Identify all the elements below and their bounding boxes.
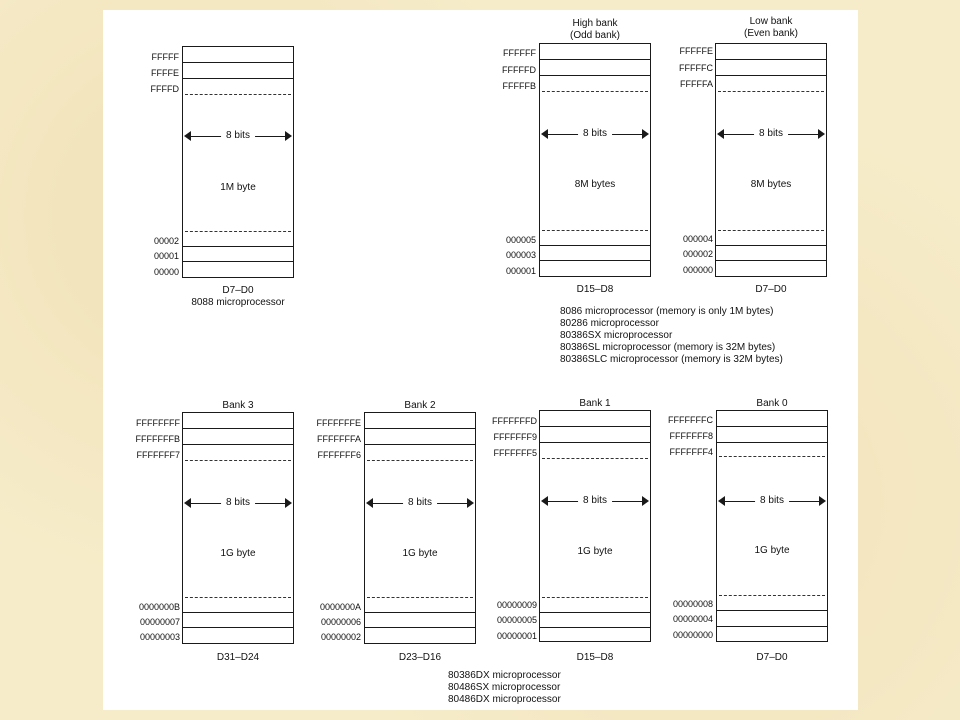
size-label: 1G byte bbox=[402, 548, 438, 559]
address-label: FFFFFD bbox=[502, 65, 536, 75]
address-label: 00002 bbox=[153, 236, 179, 246]
bus-label: D7–D0 bbox=[222, 285, 254, 296]
dashed-divider bbox=[185, 94, 291, 95]
address-label: 00000003 bbox=[139, 632, 180, 642]
address-label: FFFFFFF6 bbox=[317, 450, 361, 460]
size-label: 8M bytes bbox=[750, 179, 792, 190]
arrow-left-icon bbox=[718, 496, 725, 506]
size-label: 1M byte bbox=[220, 182, 256, 193]
row-divider bbox=[365, 627, 475, 628]
width-arrow bbox=[183, 497, 293, 509]
row-divider bbox=[540, 59, 650, 60]
address-label: 0000000A bbox=[319, 602, 361, 612]
arrow-left-icon bbox=[184, 131, 191, 141]
diagram-page bbox=[103, 10, 858, 710]
memory-block-high-bank bbox=[539, 43, 651, 277]
memory-block-bank-2 bbox=[364, 412, 476, 644]
address-label: 00000004 bbox=[672, 614, 713, 624]
arrow-left-icon bbox=[541, 496, 548, 506]
bus-label: D15–D8 bbox=[576, 652, 614, 663]
row-divider bbox=[717, 442, 827, 443]
dashed-divider bbox=[185, 597, 291, 598]
size-label: 1G byte bbox=[754, 545, 790, 556]
row-divider bbox=[365, 428, 475, 429]
dashed-divider bbox=[719, 456, 825, 457]
address-label: 00000000 bbox=[672, 630, 713, 640]
row-divider bbox=[716, 245, 826, 246]
address-label: 000004 bbox=[682, 234, 713, 244]
row-divider bbox=[365, 612, 475, 613]
width-label: 8 bits bbox=[755, 494, 789, 507]
processor-label: 8088 microprocessor bbox=[191, 297, 285, 308]
row-divider bbox=[716, 59, 826, 60]
dashed-divider bbox=[542, 230, 648, 231]
address-label: 000003 bbox=[505, 250, 536, 260]
dashed-divider bbox=[542, 458, 648, 459]
address-label: FFFFFA bbox=[680, 79, 713, 89]
bank-subtitle: (Even bank) bbox=[744, 28, 798, 39]
processor-item: 80386DX microprocessor bbox=[448, 670, 561, 681]
width-arrow bbox=[365, 497, 475, 509]
row-divider bbox=[716, 75, 826, 76]
bank-title: Bank 1 bbox=[579, 398, 611, 409]
address-label: 00000001 bbox=[496, 631, 537, 641]
processor-item: 80286 microprocessor bbox=[560, 318, 659, 329]
processor-item: 80486DX microprocessor bbox=[448, 694, 561, 705]
width-arrow bbox=[716, 128, 826, 140]
address-label: FFFFFFFA bbox=[317, 434, 361, 444]
address-label: FFFFFFF7 bbox=[136, 450, 180, 460]
dashed-divider bbox=[185, 460, 291, 461]
row-divider bbox=[183, 261, 293, 262]
address-label: FFFFFF bbox=[503, 48, 536, 58]
arrow-right-icon bbox=[818, 129, 825, 139]
address-label: FFFFFFF4 bbox=[669, 447, 713, 457]
address-label: 00000008 bbox=[672, 599, 713, 609]
dashed-divider bbox=[718, 230, 824, 231]
address-label: FFFFFFFC bbox=[668, 415, 713, 425]
row-divider bbox=[183, 444, 293, 445]
address-label: FFFFFB bbox=[502, 81, 536, 91]
processor-item: 80386SLC microprocessor (memory is 32M bytes) bbox=[560, 354, 783, 365]
arrow-left-icon bbox=[366, 498, 373, 508]
bus-label: D31–D24 bbox=[216, 652, 260, 663]
address-label: FFFFFFF5 bbox=[493, 448, 537, 458]
row-divider bbox=[183, 62, 293, 63]
processor-item: 80386SL microprocessor (memory is 32M bytes) bbox=[560, 342, 776, 353]
size-label: 8M bytes bbox=[574, 179, 616, 190]
address-label: FFFFE bbox=[151, 68, 179, 78]
dashed-divider bbox=[185, 231, 291, 232]
address-label: FFFFD bbox=[150, 84, 179, 94]
size-label: 1G byte bbox=[220, 548, 256, 559]
dashed-divider bbox=[719, 595, 825, 596]
width-arrow bbox=[540, 495, 650, 507]
dashed-divider bbox=[542, 597, 648, 598]
processor-item: 80386SX microprocessor bbox=[560, 330, 673, 341]
address-label: 00000009 bbox=[496, 600, 537, 610]
bus-label: D7–D0 bbox=[756, 652, 788, 663]
address-label: 000000 bbox=[682, 265, 713, 275]
address-label: 00001 bbox=[153, 251, 179, 261]
width-arrow bbox=[183, 130, 293, 142]
address-label: 00000002 bbox=[320, 632, 361, 642]
row-divider bbox=[540, 260, 650, 261]
bank-title: Bank 3 bbox=[222, 400, 254, 411]
arrow-left-icon bbox=[717, 129, 724, 139]
address-label: FFFFFFFE bbox=[316, 418, 361, 428]
processor-item: 80486SX microprocessor bbox=[448, 682, 561, 693]
width-label: 8 bits bbox=[403, 496, 437, 509]
arrow-right-icon bbox=[642, 496, 649, 506]
address-label: FFFFFE bbox=[679, 46, 713, 56]
row-divider bbox=[716, 260, 826, 261]
arrow-right-icon bbox=[642, 129, 649, 139]
row-divider bbox=[540, 612, 650, 613]
arrow-right-icon bbox=[819, 496, 826, 506]
size-label: 1G byte bbox=[577, 546, 613, 557]
dashed-divider bbox=[542, 91, 648, 92]
row-divider bbox=[540, 426, 650, 427]
row-divider bbox=[717, 426, 827, 427]
bus-label: D15–D8 bbox=[576, 284, 614, 295]
row-divider bbox=[183, 627, 293, 628]
arrow-right-icon bbox=[285, 131, 292, 141]
address-label: FFFFFFF9 bbox=[493, 432, 537, 442]
row-divider bbox=[540, 627, 650, 628]
address-label: 00000 bbox=[153, 267, 179, 277]
address-label: FFFFFFF8 bbox=[669, 431, 713, 441]
address-label: 00000006 bbox=[320, 617, 361, 627]
width-label: 8 bits bbox=[754, 127, 788, 140]
width-arrow bbox=[717, 495, 827, 507]
memory-block-bank-3 bbox=[182, 412, 294, 644]
width-label: 8 bits bbox=[578, 494, 612, 507]
row-divider bbox=[540, 75, 650, 76]
row-divider bbox=[183, 428, 293, 429]
arrow-right-icon bbox=[467, 498, 474, 508]
memory-block-8088 bbox=[182, 46, 294, 278]
processor-item: 8086 microprocessor (memory is only 1M bytes) bbox=[560, 306, 774, 317]
row-divider bbox=[717, 610, 827, 611]
row-divider bbox=[540, 442, 650, 443]
address-label: FFFFFC bbox=[679, 63, 713, 73]
address-label: FFFFFFFB bbox=[135, 434, 180, 444]
width-arrow bbox=[540, 128, 650, 140]
arrow-right-icon bbox=[285, 498, 292, 508]
bank-title: Bank 0 bbox=[756, 398, 788, 409]
bank-title: Low bank bbox=[749, 16, 793, 27]
width-label: 8 bits bbox=[221, 129, 255, 142]
dashed-divider bbox=[718, 91, 824, 92]
bus-label: D23–D16 bbox=[398, 652, 442, 663]
address-label: 00000007 bbox=[139, 617, 180, 627]
bus-label: D7–D0 bbox=[755, 284, 787, 295]
memory-block-bank-0 bbox=[716, 410, 828, 642]
dashed-divider bbox=[367, 597, 473, 598]
memory-block-bank-1 bbox=[539, 410, 651, 642]
address-label: 000002 bbox=[682, 249, 713, 259]
address-label: 0000000B bbox=[138, 602, 180, 612]
dashed-divider bbox=[367, 460, 473, 461]
bank-title: High bank bbox=[572, 18, 618, 29]
row-divider bbox=[183, 246, 293, 247]
address-label: FFFFF bbox=[151, 52, 179, 62]
row-divider bbox=[183, 612, 293, 613]
row-divider bbox=[183, 78, 293, 79]
memory-block-low-bank bbox=[715, 43, 827, 277]
address-label: FFFFFFFF bbox=[136, 418, 180, 428]
row-divider bbox=[717, 626, 827, 627]
row-divider bbox=[540, 245, 650, 246]
row-divider bbox=[365, 444, 475, 445]
address-label: FFFFFFFD bbox=[492, 416, 537, 426]
address-label: 000001 bbox=[505, 266, 536, 276]
width-label: 8 bits bbox=[578, 127, 612, 140]
width-label: 8 bits bbox=[221, 496, 255, 509]
bank-subtitle: (Odd bank) bbox=[569, 30, 621, 41]
address-label: 00000005 bbox=[496, 615, 537, 625]
arrow-left-icon bbox=[541, 129, 548, 139]
bank-title: Bank 2 bbox=[404, 400, 436, 411]
address-label: 000005 bbox=[505, 235, 536, 245]
arrow-left-icon bbox=[184, 498, 191, 508]
